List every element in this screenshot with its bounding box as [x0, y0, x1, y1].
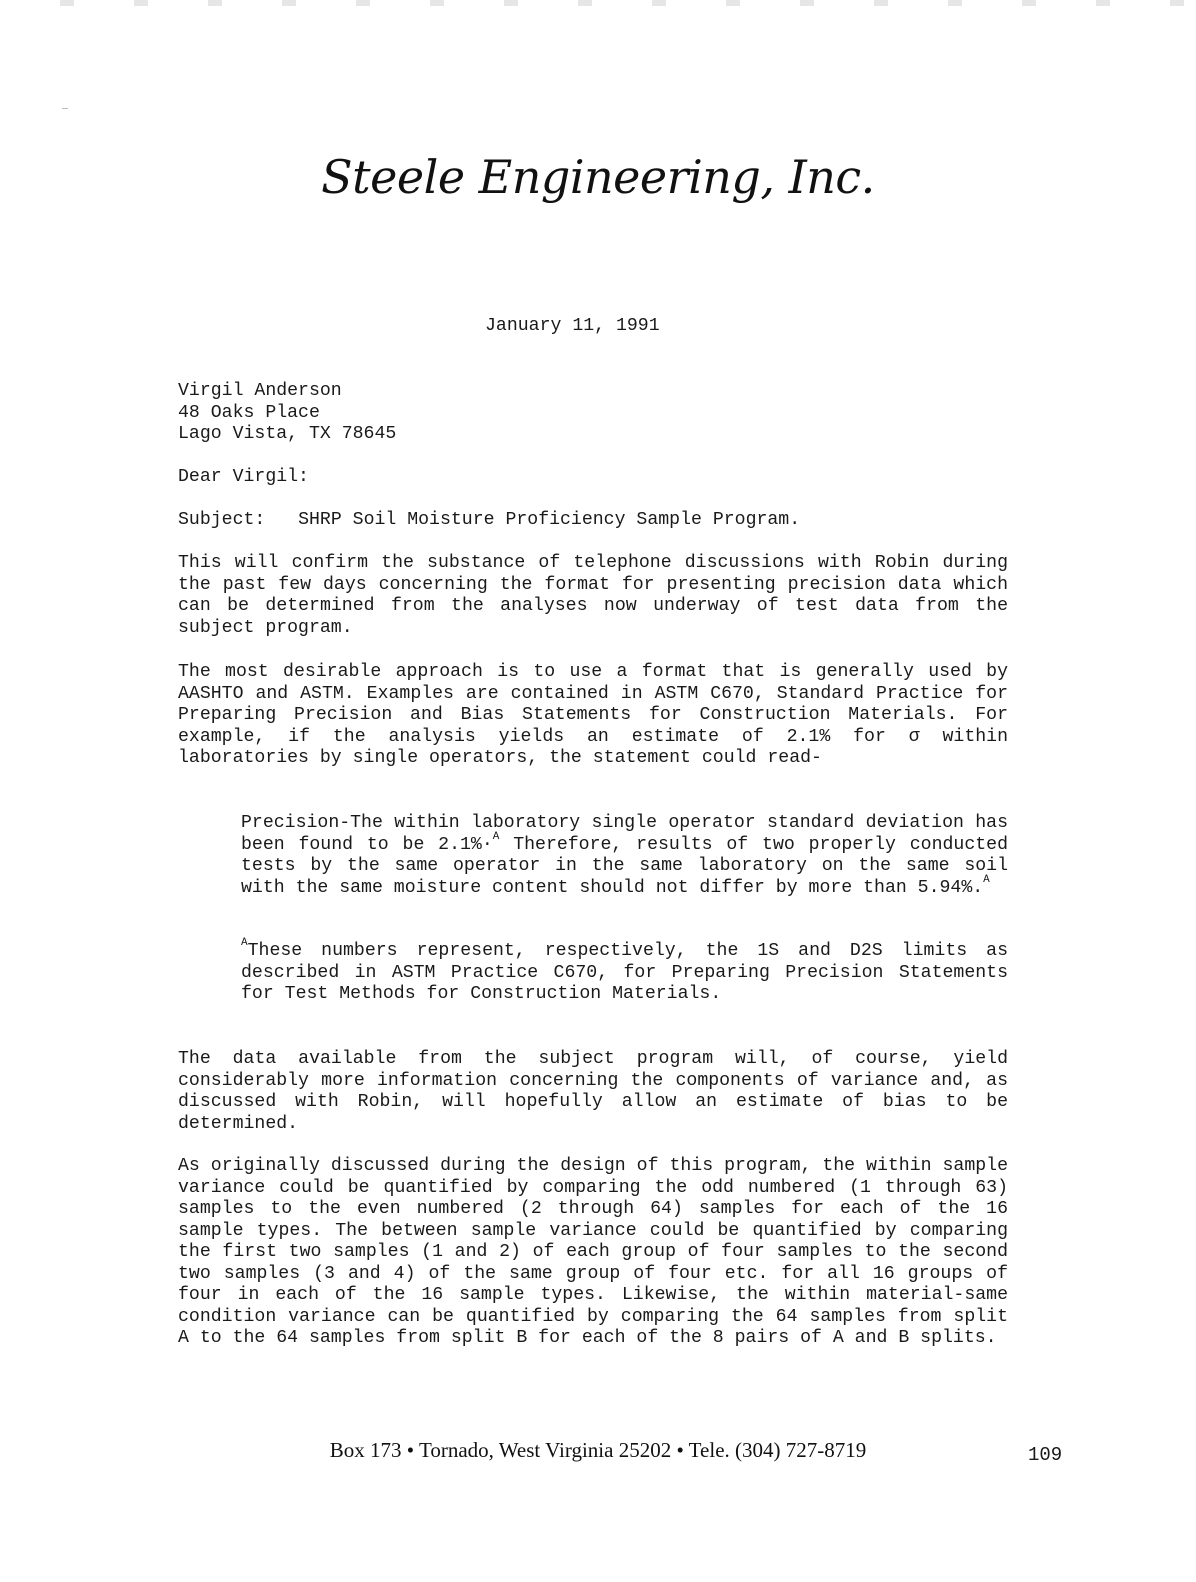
subject-label: Subject:: [178, 510, 266, 530]
recipient-name: Virgil Anderson: [178, 381, 342, 401]
footnote-marker: A: [241, 937, 248, 949]
page-number: 109: [1028, 1444, 1063, 1466]
body-paragraph-4: As originally discussed during the design of this program, the within sample variance could be quantified by comparing the odd numbered (1 through 63) samples to the even numbered (2 through 64) samples for each of the 16 sample types. The between sample variance could be quantified by comparing the first two samples (1 and 2) of each group of four samples to the second two samples (3 and 4) of the same group of four etc. for all 16 groups of four in each of the 16 sample types. Likewise, the within material-same condition variance can be quantified by comparing the 64 samples from split A to the 64 samples from split B for each of the 8 pairs of A and B splits.: [178, 1156, 1008, 1348]
recipient-street: 48 Oaks Place: [178, 402, 320, 423]
footnote-marker: A: [492, 830, 500, 843]
letter-date: January 11, 1991: [485, 316, 660, 336]
scan-artifact-strip: [0, 0, 1196, 6]
subject-text: SHRP Soil Moisture Proficiency Sample Program.: [298, 510, 801, 530]
scan-artifact-dot: [62, 108, 68, 109]
recipient-city-line: Lago Vista, TX 78645: [178, 424, 397, 444]
footer-address: Box 173 • Tornado, West Virginia 25202 • Tele. (304) 727-8719: [329, 1438, 867, 1462]
body-paragraph-1: This will confirm the substance of telephone discussions with Robin during the past few days concerning the format for presenting precision data which can be determined from the analyses now underway of test data from the subject program.: [178, 553, 1008, 638]
quote-text-part-2: Therefore, results of two properly conducted tests by the same operator in the same laboratory on the same soil with the same moisture content should not differ by more than 5.94%.: [241, 834, 1008, 898]
quote-text-part-1: Precision-The within laboratory single operator standard deviation has been found to be 2.1%·: [241, 813, 1008, 855]
body-paragraph-3: The data available from the subject program will, of course, yield considerably more information concerning the components of variance and, as discussed with Robin, will hopefully allow an estimate of bias to be determined.: [178, 1049, 1008, 1134]
body-paragraph-2: The most desirable approach is to use a format that is generally used by AASHTO and ASTM. Examples are contained in ASTM C670, Standard Practice for Preparing Precision and Bias Statements for Construction Materials. For example, if the analysis yields an estimate of 2.1% for σ within laboratories by single operators, the statement could read-: [178, 662, 1008, 768]
subject-line: [178, 510, 800, 532]
precision-statement-quote: [241, 813, 1008, 899]
footnote-body: These numbers represent, respectively, the 1S and D2S limits as described in ASTM Practice C670, for Preparing Precision Statements for Test Methods for Construction Materials.: [241, 941, 1008, 1004]
company-letterhead: Steele Engineering, Inc.: [321, 150, 875, 204]
salutation: Dear Virgil:: [178, 467, 309, 487]
footnote-text: [241, 937, 1008, 1006]
footnote-marker: A: [983, 873, 990, 886]
recipient-address: [178, 381, 396, 446]
